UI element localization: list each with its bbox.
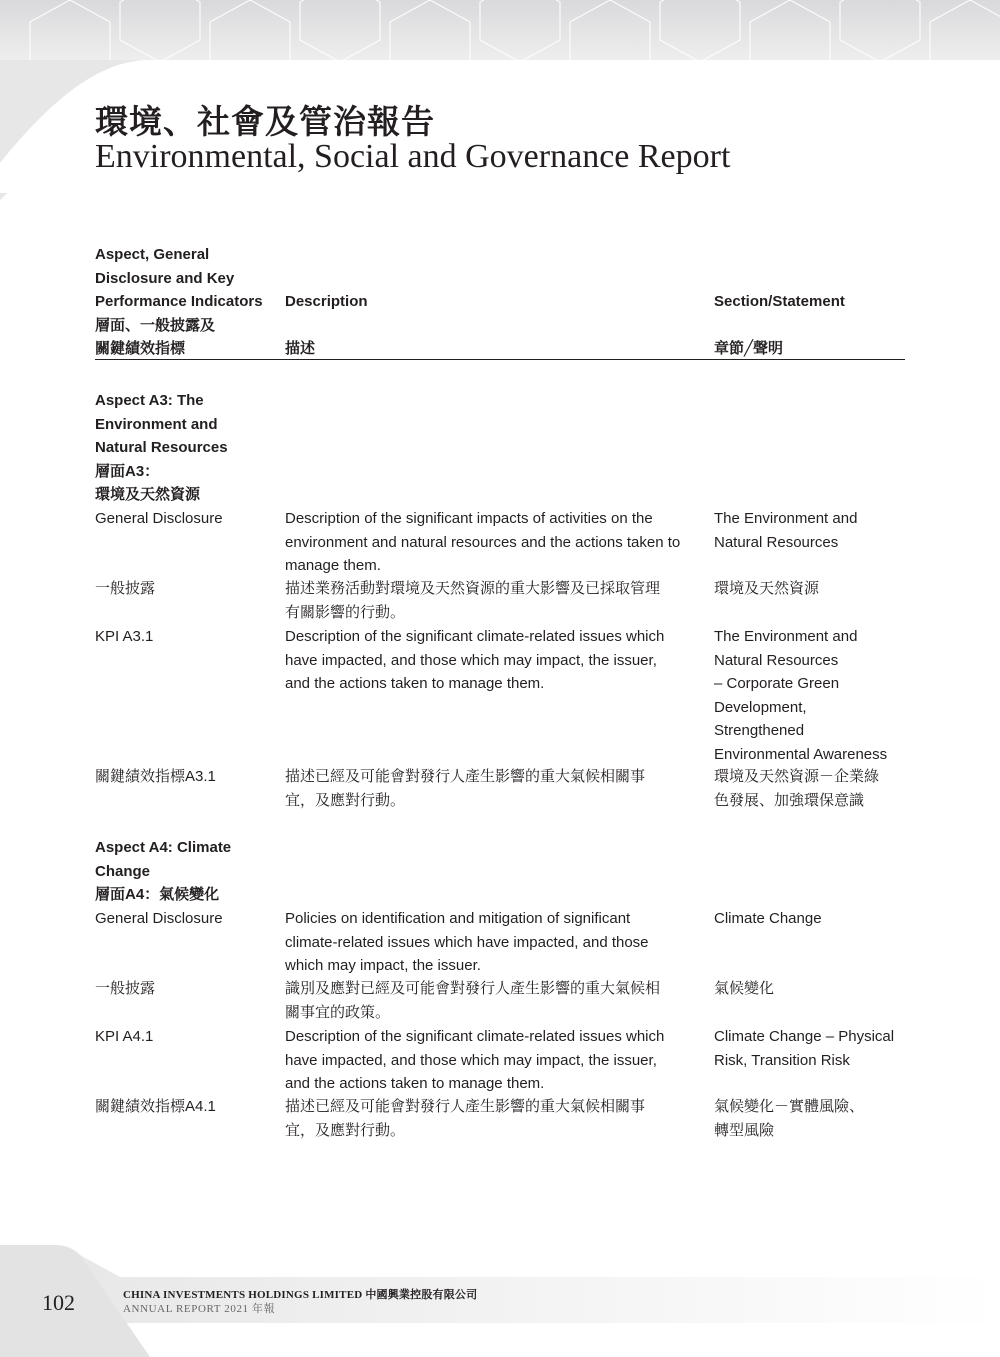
header-line: Description: [285, 293, 368, 310]
row-description: [285, 507, 705, 578]
header-line: 層面、一般披露及: [95, 316, 216, 334]
aspect-a3-heading: [95, 389, 280, 507]
desc-line: 描述業務活動對環境及天然資源的重大影響及已採取管理: [285, 580, 661, 597]
section-line: Climate Change: [714, 910, 822, 927]
section-line: 氣候變化－實體風險、: [714, 1098, 865, 1115]
row-label: General Disclosure: [95, 910, 223, 927]
page-title-zh: 環境、社會及管治報告: [95, 102, 435, 141]
desc-line: environment and natural resources and the actions taken to: [285, 533, 681, 551]
desc-line: Description of the significant impacts of activities on the: [285, 510, 653, 527]
footer-company-name: CHINA INVESTMENTS HOLDINGS LIMITED 中國興業控股有限公司: [123, 1289, 478, 1301]
section-line: Environmental Awareness: [714, 745, 888, 763]
row-section: [714, 765, 914, 812]
section-line: Risk, Transition Risk: [714, 1051, 850, 1069]
desc-line: 宜，及應對行動。: [285, 791, 406, 809]
section-line: 環境及天然資源: [714, 580, 820, 597]
row-label: 關鍵績效指標A4.1: [95, 1098, 216, 1115]
desc-line: Description of the significant climate-related issues which: [285, 1028, 665, 1045]
row-description: [285, 907, 705, 978]
section-line: Climate Change – Physical: [714, 1028, 895, 1045]
section-line: The Environment and: [714, 510, 858, 527]
section-line: Development,: [714, 698, 807, 716]
header-divider: [95, 359, 905, 360]
desc-line: Description of the significant climate-related issues which: [285, 628, 665, 645]
desc-line: climate-related issues which have impacted, and those: [285, 933, 649, 951]
header-line: Section/Statement: [714, 293, 845, 310]
row-section: [714, 507, 914, 554]
section-line: The Environment and: [714, 628, 858, 645]
heading-line: Environment and: [95, 415, 218, 433]
page-title-en: Environmental, Social and Governance Report: [95, 138, 731, 175]
heading-line: Aspect A3: The: [95, 392, 204, 409]
desc-line: which may impact, the issuer.: [285, 957, 481, 974]
desc-line: 有關影響的行動。: [285, 603, 406, 621]
section-line: Natural Resources: [714, 533, 839, 551]
section-line: Natural Resources: [714, 651, 839, 669]
heading-line: 層面A4：氣候變化: [95, 886, 220, 903]
row-section: [714, 577, 914, 601]
row-description: [285, 977, 705, 1024]
row-description: [285, 765, 705, 812]
row-section: [714, 625, 914, 766]
footer-report-name: ANNUAL REPORT 2021 年報: [123, 1303, 276, 1315]
desc-line: have impacted, and those which may impact, the issuer,: [285, 651, 657, 669]
desc-line: 宜，及應對行動。: [285, 1121, 406, 1139]
row-section: [714, 1095, 914, 1142]
column-header-description: [285, 290, 705, 361]
row-description: [285, 1025, 705, 1096]
desc-line: have impacted, and those which may impact, the issuer,: [285, 1051, 657, 1069]
section-line: Strengthened: [714, 722, 805, 739]
row-section: [714, 977, 914, 1001]
desc-line: 描述已經及可能會對發行人產生影響的重大氣候相關事: [285, 1098, 646, 1115]
heading-line: 層面A3：: [95, 462, 160, 480]
row-section: [714, 907, 914, 931]
row-section: [714, 1025, 914, 1072]
heading-line: Aspect A4: Climate: [95, 839, 232, 856]
row-label: General Disclosure: [95, 510, 223, 527]
row-description: [285, 1095, 705, 1142]
row-description: [285, 625, 705, 696]
aspect-a4-heading: [95, 836, 280, 907]
header-line: Performance Indicators: [95, 293, 263, 310]
column-header-section: [714, 290, 914, 361]
section-line: 轉型風險: [714, 1121, 775, 1139]
header-line: 描述: [285, 340, 316, 357]
desc-line: and the actions taken to manage them.: [285, 675, 545, 692]
row-description: [285, 577, 705, 624]
desc-line: manage them.: [285, 557, 381, 574]
section-line: 環境及天然資源－企業綠: [714, 768, 880, 785]
desc-line: 識別及應對已經及可能會對發行人產生影響的重大氣候相: [285, 980, 661, 997]
row-label: KPI A4.1: [95, 1028, 154, 1045]
section-line: 色發展、加強環保意識: [714, 791, 865, 809]
row-label: 一般披露: [95, 580, 156, 597]
header-line: Disclosure and Key: [95, 269, 235, 287]
row-label: KPI A3.1: [95, 628, 154, 645]
heading-line: 環境及天然資源: [95, 486, 201, 503]
header-line: 關鍵績效指標: [95, 340, 186, 357]
desc-line: Policies on identification and mitigation of significant: [285, 910, 631, 927]
section-line: 氣候變化: [714, 980, 775, 997]
heading-line: Change: [95, 862, 151, 880]
row-label: 一般披露: [95, 980, 156, 997]
desc-line: and the actions taken to manage them.: [285, 1075, 545, 1092]
header-line: Aspect, General: [95, 246, 210, 263]
desc-line: 關事宜的政策。: [285, 1003, 391, 1021]
page-number: 102: [42, 1290, 75, 1315]
header-line: 章節╱聲明: [714, 340, 784, 357]
desc-line: 描述已經及可能會對發行人產生影響的重大氣候相關事: [285, 768, 646, 785]
section-line: – Corporate Green: [714, 675, 840, 692]
heading-line: Natural Resources: [95, 439, 228, 456]
column-header-aspect: [95, 243, 280, 361]
row-label: 關鍵績效指標A3.1: [95, 768, 216, 785]
